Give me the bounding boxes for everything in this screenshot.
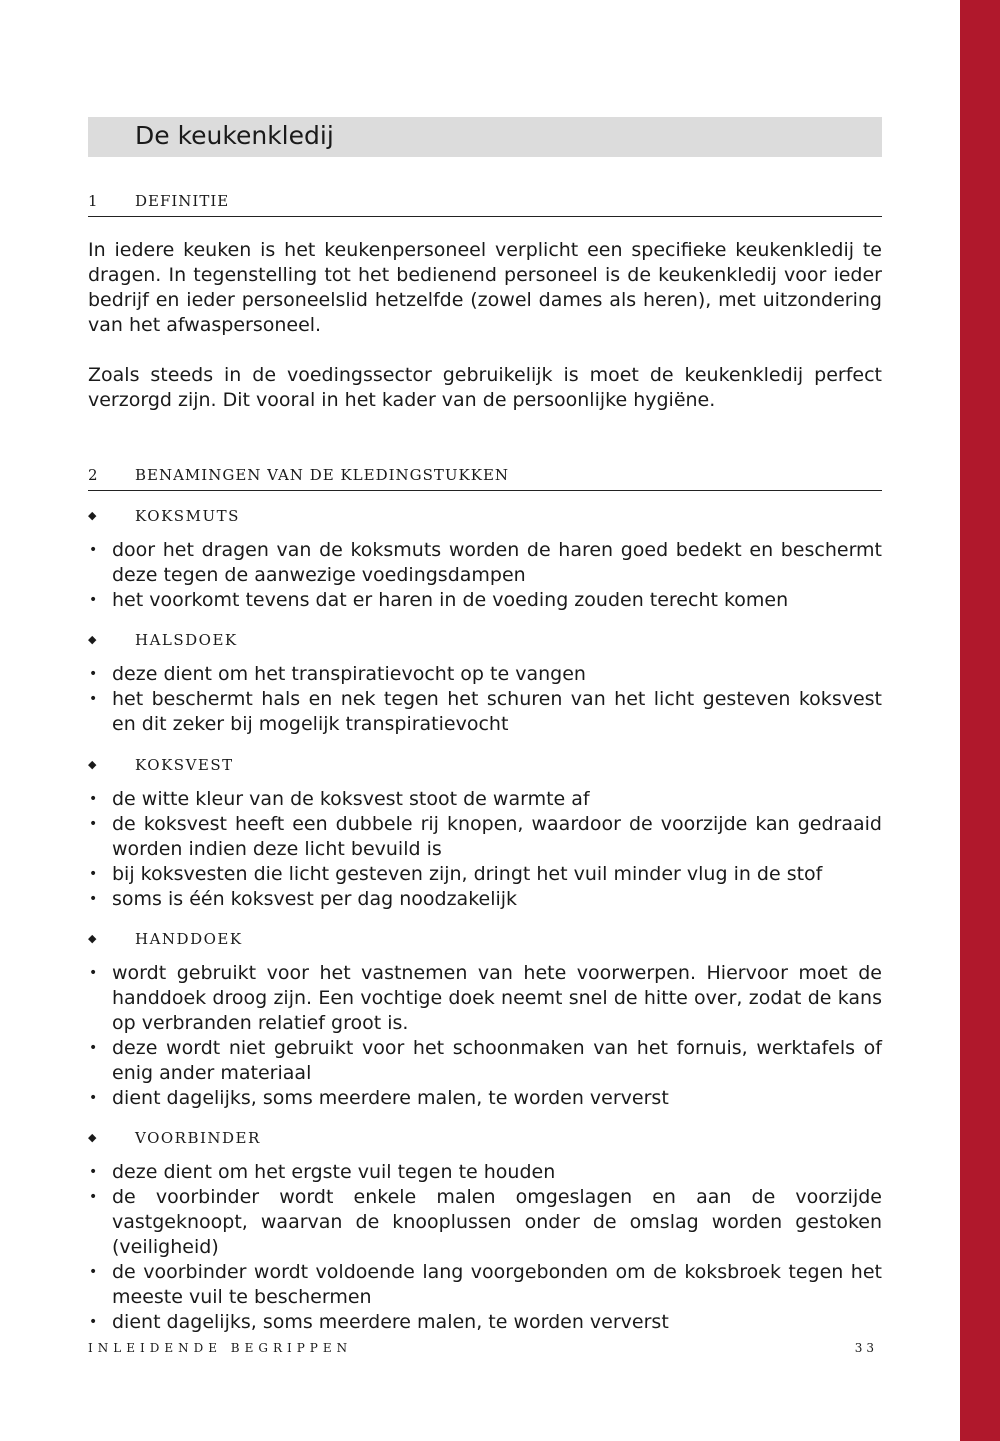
- section-2-heading: [88, 464, 882, 491]
- list-koksvest: [88, 787, 882, 912]
- list-halsdoek: [88, 662, 882, 737]
- diamond-bullet-icon: ◆: [88, 633, 98, 646]
- list-handdoek: [88, 961, 882, 1111]
- page-title: De keukenkledij: [135, 121, 334, 150]
- list-koksmuts: [88, 538, 882, 613]
- bullet-icon: •: [89, 816, 98, 832]
- section-number: 2: [88, 466, 99, 484]
- bullet-icon: •: [89, 592, 98, 608]
- bullet-icon: •: [89, 791, 98, 807]
- list-item: • deze wordt niet gebruikt voor het schoonmaken van het fornuis, werktafels of enig ander materiaal: [89, 1037, 882, 1084]
- bullet-icon: •: [89, 666, 98, 682]
- list-item: • de voorbinder wordt enkele malen omgeslagen en aan de voorzijde vastgeknoopt, waarvan de knooplussen onder de omslag worden gestoken (veiligheid): [89, 1186, 882, 1258]
- section-number: 1: [88, 192, 99, 210]
- list-item: • de voorbinder wordt voldoende lang voorgebonden om de koksbroek tegen het meeste vuil te beschermen: [89, 1261, 882, 1308]
- bullet-icon: •: [89, 1090, 98, 1106]
- list-item: • wordt gebruikt voor het vastnemen van hete voorwerpen. Hiervoor moet de handdoek droog zijn. Een vochtige doek neemt snel de hitte over, zodat de kans op verbranden relatief groot is.: [89, 962, 882, 1034]
- list-item: • deze dient om het ergste vuil tegen te houden: [89, 1161, 556, 1183]
- bullet-icon: •: [89, 1164, 98, 1180]
- side-color-band: [960, 0, 1000, 1441]
- section-1-heading: [88, 190, 882, 217]
- paragraph-definition-2: Zoals steeds in de voedingssector gebruikelijk is moet de keukenkledij perfect verzorgd zijn. Dit vooral in het kader van de persoonlijke hygiëne.: [88, 364, 882, 411]
- diamond-bullet-icon: ◆: [88, 1131, 98, 1144]
- bullet-icon: •: [89, 1264, 98, 1280]
- section-title: DEFINITIE: [135, 192, 230, 210]
- list-item: • deze dient om het transpiratievocht op te vangen: [89, 663, 586, 685]
- footer-chapter-title: INLEIDENDE BEGRIPPEN: [88, 1341, 353, 1355]
- bullet-icon: •: [89, 891, 98, 907]
- section-title: BENAMINGEN VAN DE KLEDINGSTUKKEN: [135, 466, 510, 484]
- bullet-icon: •: [89, 1040, 98, 1056]
- diamond-bullet-icon: ◆: [88, 509, 98, 522]
- bullet-icon: •: [89, 1189, 98, 1205]
- bullet-icon: •: [89, 965, 98, 981]
- diamond-bullet-icon: ◆: [88, 932, 98, 945]
- list-item: • de koksvest heeft een dubbele rij knopen, waardoor de voorzijde kan gedraaid worden indien deze licht bevuild is: [89, 813, 882, 860]
- list-item: • dient dagelijks, soms meerdere malen, te worden ververst: [89, 1087, 669, 1109]
- bullet-icon: •: [89, 542, 98, 558]
- bullet-icon: •: [89, 866, 98, 882]
- bullet-icon: •: [89, 1314, 98, 1330]
- title-bar: [88, 117, 882, 157]
- paragraph-definition-1: In iedere keuken is het keukenpersoneel verplicht een specifieke keukenkledij te dragen. In tegenstelling tot het bedienend personeel is de keukenkledij voor ieder bedrijf en ieder personeelslid hetzelfde (zowel dames als heren), met uitzondering van het afwaspersoneel.: [88, 239, 882, 336]
- list-item: • het beschermt hals en nek tegen het schuren van het licht gesteven koksvest en dit zeker bij mogelijk transpiratievocht: [89, 688, 882, 735]
- list-item: • dient dagelijks, soms meerdere malen, te worden ververst: [89, 1311, 669, 1333]
- list-item: • de witte kleur van de koksvest stoot de warmte af: [89, 788, 590, 810]
- list-voorbinder: [88, 1160, 882, 1335]
- list-item: • door het dragen van de koksmuts worden de haren goed bedekt en beschermt deze tegen de aanwezige voedingsdampen: [89, 539, 882, 586]
- page-number: 33: [854, 1341, 878, 1355]
- diamond-bullet-icon: ◆: [88, 758, 98, 771]
- list-item: • soms is één koksvest per dag noodzakelijk: [89, 888, 518, 910]
- list-item: • het voorkomt tevens dat er haren in de voeding zouden terecht komen: [89, 589, 789, 611]
- bullet-icon: •: [89, 691, 98, 707]
- list-item: • bij koksvesten die licht gesteven zijn, dringt het vuil minder vlug in de stof: [89, 863, 823, 885]
